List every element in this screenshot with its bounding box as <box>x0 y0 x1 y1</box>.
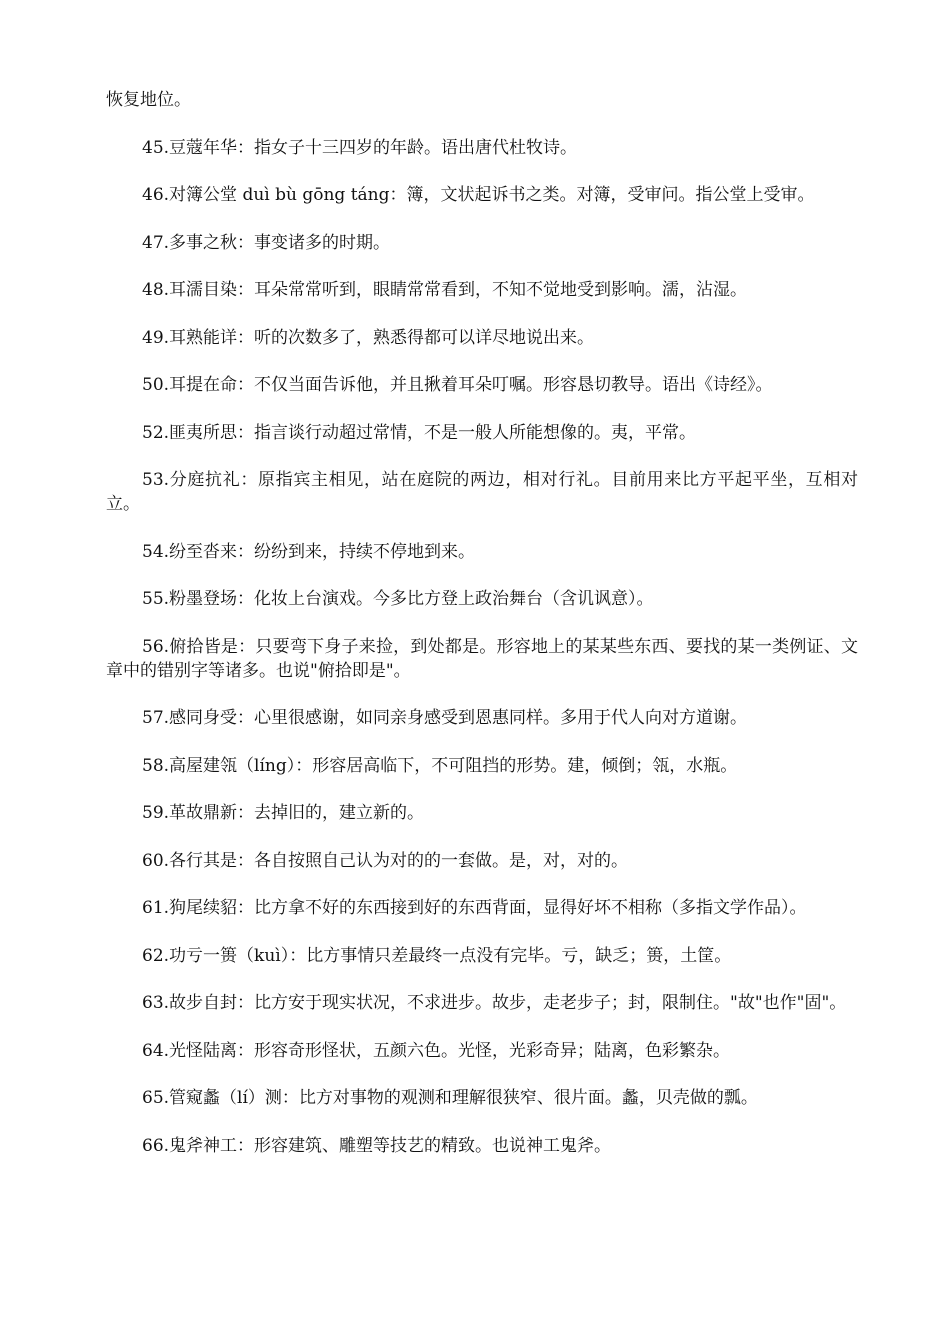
continuation-paragraph: 恢复地位。 <box>106 90 191 110</box>
idiom-entry-66: 66.鬼斧神工：形容建筑、雕塑等技艺的精致。也说神工鬼斧。 <box>142 1135 612 1156</box>
idiom-entry-61: 61.狗尾续貂：比方拿不好的东西接到好的东西背面，显得好坏不相称（多指文学作品）。 <box>142 898 807 918</box>
idiom-entry-60: 60.各行其是：各自按照自己认为对的的一套做。是，对，对的。 <box>142 850 629 871</box>
idiom-entry-64: 64.光怪陆离：形容奇形怪状，五颜六色。光怪，光彩奇异；陆离，色彩繁杂。 <box>142 1040 731 1061</box>
idiom-entry-65: 65.管窥蠡（lí）测：比方对事物的观测和理解很狭窄、很片面。蠡，贝壳做的瓢。 <box>142 1088 758 1108</box>
idiom-entry-53: 53.分庭抗礼：原指宾主相见，站在庭院的两边，相对行礼。目前用来比方平起平坐，互相对立。 <box>106 470 858 514</box>
idiom-entry-62: 62.功亏一篑（kuì）：比方事情只差最终一点没有完毕。亏，缺乏；篑，土筐。 <box>142 945 732 966</box>
idiom-entry-47: 47.多事之秋：事变诸多的时期。 <box>142 232 391 253</box>
idiom-entry-63: 63.故步自封：比方安于现实状况，不求进步。故步，走老步子；封，限制住。"故"也作"固"。 <box>142 993 847 1013</box>
idiom-entry-49: 49.耳熟能详：听的次数多了，熟悉得都可以详尽地说出来。 <box>142 327 595 348</box>
idiom-entry-57: 57.感同身受：心里很感谢，如同亲身感受到恩惠同样。多用于代人向对方道谢。 <box>142 708 748 728</box>
idiom-entry-54: 54.纷至沓来：纷纷到来，持续不停地到来。 <box>142 541 476 562</box>
idiom-entry-56: 56.俯拾皆是：只要弯下身子来捡，到处都是。形容地上的某某些东西、要找的某一类例证、文章中的错别字等诸多。也说"俯拾即是"。 <box>106 636 858 681</box>
idiom-entry-52: 52.匪夷所思：指言谈行动超过常情，不是一般人所能想像的。夷，平常。 <box>142 422 697 443</box>
idiom-entry-59: 59.革故鼎新：去掉旧的，建立新的。 <box>142 803 425 823</box>
document-body <box>106 88 858 1181</box>
idiom-entry-58: 58.高屋建瓴（líng）：形容居高临下，不可阻挡的形势。建，倾倒；瓴，水瓶。 <box>142 755 738 776</box>
idiom-entry-46: 46.对簿公堂 duì bù gōng táng：簿，文状起诉书之类。对簿，受审问。指公堂上受审。 <box>142 185 815 205</box>
idiom-entry-45: 45.豆蔻年华：指女子十三四岁的年龄。语出唐代杜牧诗。 <box>142 137 578 158</box>
idiom-entry-48: 48.耳濡目染：耳朵常常听到，眼睛常常看到，不知不觉地受到影响。濡，沾湿。 <box>142 280 748 300</box>
idiom-entry-55: 55.粉墨登场：化妆上台演戏。今多比方登上政治舞台（含讥讽意）。 <box>142 589 654 609</box>
idiom-entry-50: 50.耳提在命：不仅当面告诉他，并且揪着耳朵叮嘱。形容恳切教导。语出《诗经》。 <box>142 375 773 395</box>
